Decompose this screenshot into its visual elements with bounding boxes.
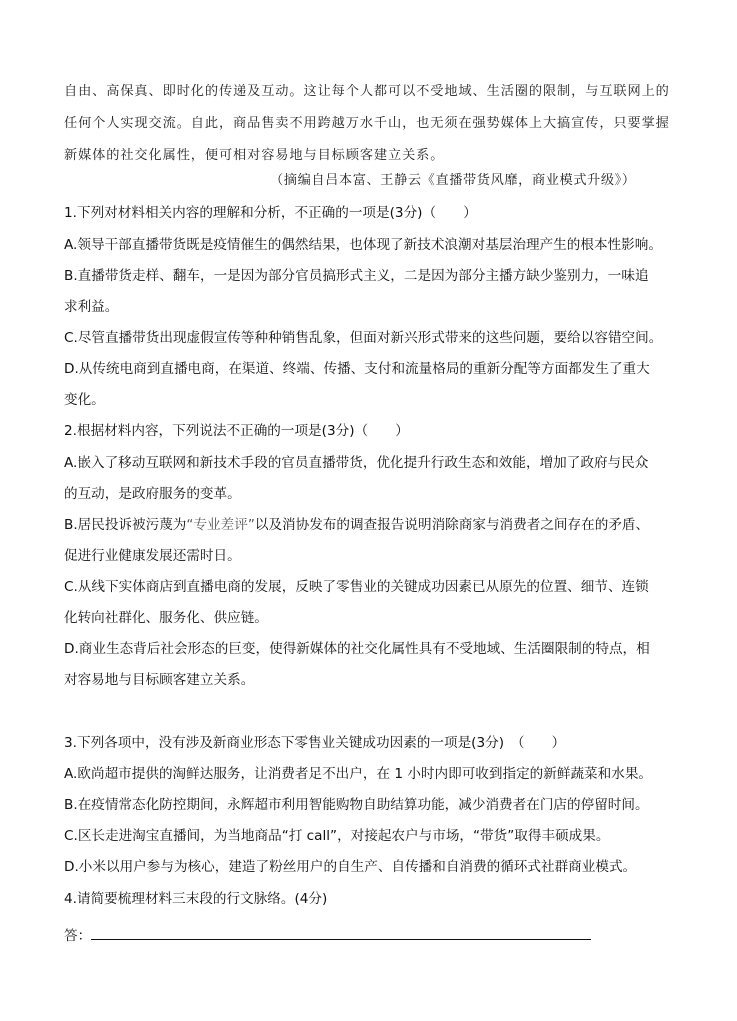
question-1-option-b: B.直播带货走样、翻车，一是因为部分官员搞形式主义，二是因为部分主播方缺少鉴别力，一味追 — [64, 268, 649, 284]
question-3-option-b: B.在疫情常态化防控期间，永辉超市利用智能购物自助结算功能，减少消费者在门店的停留时间。 — [64, 797, 649, 813]
question-1-option-d: D.从传统电商到直播电商，在渠道、终端、传播、支付和流量格局的重新分配等方面都发生了重大 — [64, 361, 650, 377]
passage-line: 新媒体的社交化属性，便可相对容易地与目标顾客建立关系。 — [64, 148, 445, 163]
answer-label: 答： — [64, 928, 92, 944]
question-1-stem: 1.下列对材料相关内容的理解和分析，不正确的一项是(3分)（ ） — [64, 205, 477, 221]
question-1-option-a: A.领导干部直播带货既是疫情催生的偶然结果，也体现了新技术浪潮对基层治理产生的根本性影响。 — [64, 237, 662, 253]
question-1-option-c: C.尽管直播带货出现虚假宣传等种种销售乱象，但面对新兴形式带来的这些问题，要给以容错空间。 — [64, 330, 663, 346]
answer-row — [64, 922, 594, 944]
answer-blank-line[interactable] — [91, 939, 591, 940]
option-text: 以及消协发布的调查报告说明消除商家与消费者之间存在的矛盾、 — [254, 517, 650, 533]
passage-line: 自由、高保真、即时化的传递及互动。这让每个人都可以不受地域、生活圈的限制，与互联网上的 — [64, 84, 670, 99]
question-2-option-d-cont: 对容易地与目标顾客建立关系。 — [64, 672, 255, 688]
question-1-option-b-cont: 求利益。 — [64, 299, 119, 315]
question-3-option-c: C.区长走进淘宝直播间，为当地商品“打 call”，对接起农户与市场，“带货”取得丰硕成果。 — [64, 828, 610, 844]
question-1-option-d-cont: 变化。 — [64, 392, 105, 408]
question-3-option-a: A.欧尚超市提供的淘鲜达服务，让消费者足不出户，在 1 小时内即可收到指定的新鲜蔬菜和水果。 — [64, 766, 653, 782]
passage-line: 任何个人实现交流。自此，商品售卖不用跨越万水千山，也无须在强势媒体上大搞宣传，只要掌握 — [64, 116, 670, 131]
question-2-option-b — [64, 516, 684, 534]
question-2-option-c-cont: 化转向社群化、服务化、供应链。 — [64, 610, 268, 626]
question-2-stem: 2.根据材料内容，下列说法不正确的一项是(3分)（ ） — [64, 423, 409, 439]
question-3-stem: 3.下列各项中，没有涉及新商业形态下零售业关键成功因素的一项是(3分) （ ） — [64, 735, 566, 751]
question-2-option-a-cont: 的互动，是政府服务的变革。 — [64, 486, 241, 502]
question-2-option-b-cont: 促进行业健康发展还需时日。 — [64, 548, 241, 564]
question-2-option-c: C.从线下实体商店到直播电商的发展，反映了零售业的关键成功因素已从原先的位置、细节、连锁 — [64, 579, 649, 595]
question-3-option-d: D.小米以用户参与为核心，建造了粉丝用户的自生产、自传播和自消费的循环式社群商业模式。 — [64, 859, 637, 875]
quoted-term: “专业差评” — [186, 517, 255, 533]
passage-text — [64, 76, 689, 172]
question-2-option-d: D.商业生态背后社会形态的巨变，使得新媒体的社交化属性具有不受地域、生活圈限制的特点，相 — [64, 641, 650, 657]
question-4-stem: 4.请简要梳理材料三末段的行文脉络。(4分) — [64, 891, 328, 907]
option-text: B.居民投诉被污蔑为 — [64, 517, 187, 533]
question-2-option-a: A.嵌入了移动互联网和新技术手段的官员直播带货，优化提升行政生态和效能，增加了政府与民众 — [64, 455, 649, 471]
passage-source: （摘编自吕本富、王静云《直播带货风靡，商业模式升级》） — [270, 173, 636, 188]
